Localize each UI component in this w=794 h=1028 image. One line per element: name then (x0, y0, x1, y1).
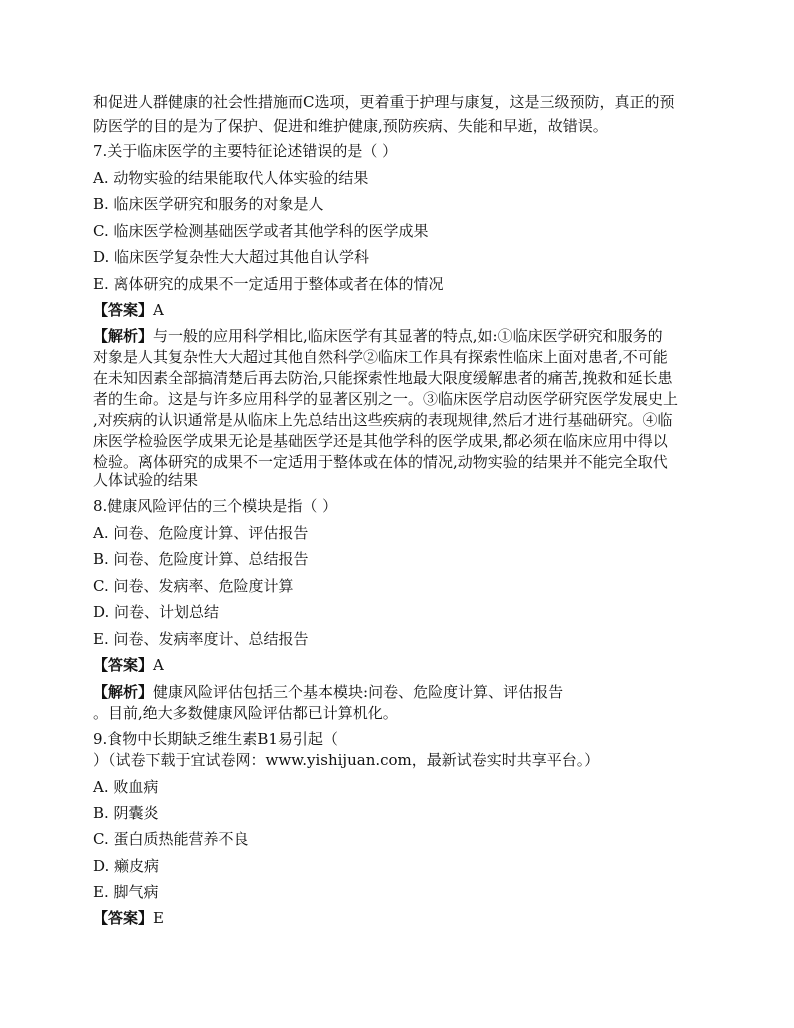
q8-option-b: B. 问卷、危险度计算、总结报告 (93, 550, 309, 568)
q8-option-e: E. 问卷、发病率度计、总结报告 (93, 630, 309, 648)
q9-option-e: E. 脚气病 (93, 883, 159, 901)
q7-analysis-line-4: 者的生命。这是与许多应用科学的显著区别之一。③临床医学启动医学研究医学发展史上 (93, 390, 679, 408)
q8-analysis-line-1 (93, 682, 563, 702)
q9-option-d: D. 癞皮病 (93, 857, 160, 875)
q7-answer-value: A (153, 301, 164, 319)
q7-answer (93, 300, 164, 320)
q8-analysis-tag: 【解析】 (93, 683, 154, 701)
q7-analysis-tag: 【解析】 (93, 327, 154, 345)
q7-answer-tag: 【答案】 (93, 301, 154, 319)
q9-option-b: B. 阴囊炎 (93, 804, 159, 822)
q7-analysis-line-3: 在未知因素全部搞清楚后再去防治,只能探索性地最大限度缓解患者的痛苦,挽救和延长患 (93, 369, 673, 387)
q7-option-d: D. 临床医学复杂性大大超过其他自认学科 (93, 248, 370, 266)
q9-answer-tag: 【答案】 (93, 909, 154, 927)
q8-stem: 8.健康风险评估的三个模块是指（ ） (93, 497, 338, 515)
q9-option-c: C. 蛋白质热能营养不良 (93, 830, 249, 848)
q7-option-c: C. 临床医学检测基础医学或者其他学科的医学成果 (93, 222, 429, 240)
q8-analysis-text-1: 健康风险评估包括三个基本模块:问卷、危险度计算、评估报告 (153, 683, 564, 701)
q7-analysis-line-8: 人体试验的结果 (93, 471, 199, 489)
q8-option-a: A. 问卷、危险度计算、评估报告 (93, 524, 309, 542)
q7-analysis-line-2: 对象是人其复杂性大大超过其他自然科学②临床工作具有探索性临床上面对患者,不可能 (93, 348, 668, 366)
q7-option-a: A. 动物实验的结果能取代人体实验的结果 (93, 169, 369, 187)
q9-answer-value: E (153, 909, 164, 927)
q7-analysis-line-6: 床医学检验医学成果无论是基础医学还是其他学科的医学成果,都必须在临床应用中得以 (93, 432, 668, 450)
q9-stem-line-2: ）（试卷下载于宜试卷网：www.yishijuan.com，最新试卷实时共享平台。） (93, 751, 600, 769)
q9-answer (93, 908, 164, 928)
q8-answer (93, 655, 164, 675)
q7-analysis-line-1 (93, 326, 663, 346)
q7-option-b: B. 临床医学研究和服务的对象是人 (93, 195, 324, 213)
intro-line-1: 和促进人群健康的社会性措施而C选项，更着重于护理与康复，这是三级预防，真正的预 (93, 93, 675, 111)
q7-stem: 7.关于临床医学的主要特征论述错误的是（ ） (93, 142, 398, 160)
q8-answer-value: A (153, 656, 164, 674)
q8-analysis-line-2: 。目前,绝大多数健康风险评估都已计算机化。 (93, 704, 398, 722)
q9-stem-line-1: 9.食物中长期缺乏维生素B1易引起（ (93, 730, 338, 748)
q7-analysis-text-1: 与一般的应用科学相比,临床医学有其显著的特点,如:①临床医学研究和服务的 (153, 327, 663, 345)
q7-analysis-line-5: ,对疾病的认识通常是从临床上先总结出这些疾病的表现规律,然后才进行基础研究。④临 (93, 411, 673, 429)
q8-option-d: D. 问卷、计划总结 (93, 603, 220, 621)
q8-option-c: C. 问卷、发病率、危险度计算 (93, 577, 294, 595)
q8-answer-tag: 【答案】 (93, 656, 154, 674)
q7-option-e: E. 离体研究的成果不一定适用于整体或者在体的情况 (93, 275, 444, 293)
q9-option-a: A. 败血病 (93, 778, 159, 796)
q7-analysis-line-7: 检验。离体研究的成果不一定适用于整体或在体的情况,动物实验的结果并不能完全取代 (93, 453, 668, 471)
intro-line-2: 防医学的目的是为了保护、促进和维护健康,预防疾病、失能和早逝，故错误。 (93, 117, 608, 135)
